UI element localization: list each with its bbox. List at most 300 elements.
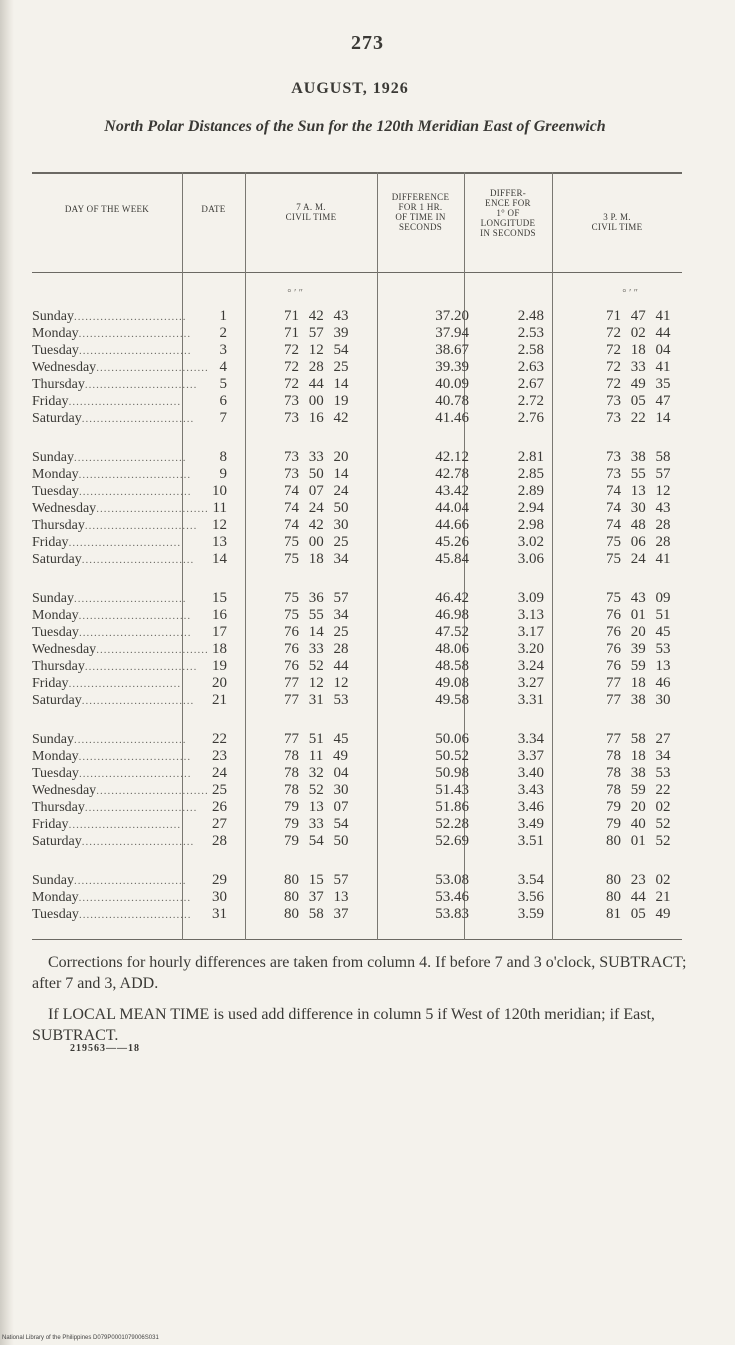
month-title: AUGUST, 1926 xyxy=(291,80,409,97)
cell-t7: 80 15 57 xyxy=(284,872,349,888)
header-diff-hour-l1: DIFFERENCE xyxy=(391,192,450,202)
units-7am: ° ′ ″ xyxy=(287,288,303,299)
leader-dots: .............................. xyxy=(68,396,182,408)
leader-dots: .............................. xyxy=(78,486,192,498)
header-diff-long-l3: 1° OF xyxy=(496,208,520,218)
cell-t7: 71 57 39 xyxy=(284,325,349,341)
leader-dots: .............................. xyxy=(96,785,209,797)
cell-t3: 72 49 35 xyxy=(606,376,671,392)
cell-t3: 80 44 21 xyxy=(606,889,671,905)
table-row xyxy=(32,449,682,466)
cell-d2: 2.67 xyxy=(517,376,544,392)
leader-dots: .............................. xyxy=(78,909,192,921)
leader-dots: .............................. xyxy=(96,362,209,374)
cell-d2: 2.53 xyxy=(517,325,544,341)
cell-t7: 77 51 45 xyxy=(284,731,349,747)
cell-t7: 76 52 44 xyxy=(284,658,349,674)
cell-t7: 80 37 13 xyxy=(284,889,349,905)
cell-t3: 75 43 09 xyxy=(606,590,671,606)
table-row xyxy=(32,466,682,483)
cell-d2: 3.54 xyxy=(517,872,544,888)
header-diff-long-l2: ENCE FOR xyxy=(485,198,531,208)
cell-date: 31 xyxy=(212,906,227,922)
cell-date: 12 xyxy=(212,517,227,533)
cell-date: 2 xyxy=(219,325,227,341)
cell-t3: 80 01 52 xyxy=(606,833,671,849)
table-row xyxy=(32,410,682,427)
leader-dots: .............................. xyxy=(68,819,182,831)
header-diff-hour-l2: FOR 1 HR. xyxy=(398,202,443,212)
table-row xyxy=(32,889,682,906)
cell-date: 23 xyxy=(212,748,227,764)
cell-t3: 73 38 58 xyxy=(606,449,671,465)
cell-d2: 3.40 xyxy=(517,765,544,781)
table-row xyxy=(32,906,682,923)
header-bottom-rule xyxy=(32,272,682,273)
leader-dots: .............................. xyxy=(78,469,192,481)
cell-t3: 75 24 41 xyxy=(606,551,671,567)
cell-t3: 80 23 02 xyxy=(606,872,671,888)
leader-dots: .............................. xyxy=(74,311,187,323)
day-name: Monday xyxy=(32,467,79,482)
leader-dots: .............................. xyxy=(96,644,209,656)
cell-d1: 53.83 xyxy=(435,906,469,922)
cell-date: 3 xyxy=(219,342,227,358)
header-7am-line2: CIVIL TIME xyxy=(285,212,337,222)
leader-dots: .............................. xyxy=(78,627,192,639)
cell-d2: 3.43 xyxy=(517,782,544,798)
table-row xyxy=(32,342,682,359)
cell-date: 26 xyxy=(212,799,227,815)
table-row xyxy=(32,483,682,500)
table-row xyxy=(32,675,682,692)
cell-date: 28 xyxy=(212,833,227,849)
cell-d1: 38.67 xyxy=(435,342,469,358)
header-diff-long-l1: DIFFER- xyxy=(489,188,527,198)
cell-day xyxy=(32,675,182,693)
cell-d2: 3.13 xyxy=(517,607,544,623)
page-spine-shadow xyxy=(0,0,14,1345)
cell-d2: 2.81 xyxy=(517,449,544,465)
day-name: Saturday xyxy=(32,411,82,426)
cell-t3: 72 18 04 xyxy=(606,342,671,358)
header-diff-hour-l3: OF TIME IN xyxy=(395,212,446,222)
table-row xyxy=(32,872,682,889)
leader-dots: .............................. xyxy=(84,661,198,673)
cell-t7: 74 07 24 xyxy=(284,483,349,499)
cell-t7: 77 31 53 xyxy=(284,692,349,708)
cell-d1: 50.98 xyxy=(435,765,469,781)
cell-d2: 3.02 xyxy=(517,534,544,550)
cell-date: 4 xyxy=(219,359,227,375)
table-row xyxy=(32,534,682,551)
cell-d1: 50.06 xyxy=(435,731,469,747)
cell-date: 8 xyxy=(219,449,227,465)
cell-t7: 75 55 34 xyxy=(284,607,349,623)
cell-t7: 72 28 25 xyxy=(284,359,349,375)
cell-t7: 73 16 42 xyxy=(284,410,349,426)
table-subtitle: North Polar Distances of the Sun for the 120th Meridian East of Greenwich xyxy=(104,118,606,135)
cell-t3: 73 55 57 xyxy=(606,466,671,482)
cell-d2: 3.49 xyxy=(517,816,544,832)
cell-d1: 45.84 xyxy=(435,551,469,567)
cell-day xyxy=(32,308,187,326)
day-name: Tuesday xyxy=(32,766,79,781)
day-name: Sunday xyxy=(32,591,74,606)
cell-date: 20 xyxy=(212,675,227,691)
cell-d2: 2.98 xyxy=(517,517,544,533)
table-row xyxy=(32,782,682,799)
cell-day xyxy=(32,624,192,642)
day-name: Thursday xyxy=(32,377,85,392)
cell-t3: 74 48 28 xyxy=(606,517,671,533)
table-row xyxy=(32,799,682,816)
cell-day xyxy=(32,449,187,467)
cell-date: 27 xyxy=(212,816,227,832)
cell-t3: 73 22 14 xyxy=(606,410,671,426)
cell-date: 16 xyxy=(212,607,227,623)
table-row xyxy=(32,551,682,568)
header-3pm xyxy=(552,212,682,232)
cell-t3: 72 33 41 xyxy=(606,359,671,375)
cell-d1: 47.52 xyxy=(435,624,469,640)
note-local-mean-time: If LOCAL MEAN TIME is used add difference in column 5 if West of 120th meridian; if East, SUBTRACT. xyxy=(32,1006,655,1044)
cell-t3: 73 05 47 xyxy=(606,393,671,409)
day-name: Thursday xyxy=(32,659,85,674)
cell-day xyxy=(32,342,192,360)
cell-d2: 3.56 xyxy=(517,889,544,905)
cell-day xyxy=(32,658,198,676)
cell-day xyxy=(32,833,195,851)
leader-dots: .............................. xyxy=(84,802,198,814)
cell-t7: 76 14 25 xyxy=(284,624,349,640)
header-3pm-line1: 3 P. M. xyxy=(603,212,631,222)
day-name: Wednesday xyxy=(32,642,97,657)
cell-d1: 48.58 xyxy=(435,658,469,674)
cell-t3: 71 47 41 xyxy=(606,308,671,324)
cell-t3: 81 05 49 xyxy=(606,906,671,922)
cell-d1: 51.86 xyxy=(435,799,469,815)
cell-date: 25 xyxy=(212,782,227,798)
cell-date: 13 xyxy=(212,534,227,550)
day-name: Friday xyxy=(32,676,69,691)
cell-t7: 78 11 49 xyxy=(284,748,348,764)
cell-d1: 44.04 xyxy=(435,500,469,516)
cell-t7: 74 24 50 xyxy=(284,500,349,516)
cell-date: 19 xyxy=(212,658,227,674)
day-name: Wednesday xyxy=(32,360,97,375)
cell-d2: 2.48 xyxy=(517,308,544,324)
cell-d2: 2.85 xyxy=(517,466,544,482)
leader-dots: .............................. xyxy=(74,734,187,746)
leader-dots: .............................. xyxy=(68,537,182,549)
day-name: Saturday xyxy=(32,834,82,849)
cell-date: 21 xyxy=(212,692,227,708)
cell-day xyxy=(32,799,198,817)
header-diff-longitude xyxy=(464,188,552,238)
leader-dots: .............................. xyxy=(78,751,192,763)
cell-t3: 76 59 13 xyxy=(606,658,671,674)
cell-t3: 78 59 22 xyxy=(606,782,671,798)
cell-day xyxy=(32,466,192,484)
cell-date: 22 xyxy=(212,731,227,747)
cell-d1: 52.28 xyxy=(435,816,469,832)
cell-d1: 49.08 xyxy=(435,675,469,691)
cell-t7: 76 33 28 xyxy=(284,641,349,657)
cell-t7: 71 42 43 xyxy=(284,308,349,324)
cell-date: 30 xyxy=(212,889,227,905)
leader-dots: .............................. xyxy=(96,503,209,515)
header-day: DAY OF THE WEEK xyxy=(64,204,150,214)
header-diff-long-l4: LONGITUDE xyxy=(480,218,536,228)
cell-d1: 41.46 xyxy=(435,410,469,426)
cell-date: 11 xyxy=(212,500,227,516)
table-row xyxy=(32,393,682,410)
leader-dots: .............................. xyxy=(84,379,198,391)
cell-t3: 76 39 53 xyxy=(606,641,671,657)
cell-d1: 51.43 xyxy=(435,782,469,798)
print-code: 219563——18 xyxy=(70,1043,140,1054)
cell-t3: 72 02 44 xyxy=(606,325,671,341)
cell-t3: 79 20 02 xyxy=(606,799,671,815)
cell-t7: 73 33 20 xyxy=(284,449,349,465)
leader-dots: .............................. xyxy=(84,520,198,532)
cell-d1: 40.78 xyxy=(435,393,469,409)
cell-d2: 3.24 xyxy=(517,658,544,674)
cell-t7: 72 12 54 xyxy=(284,342,349,358)
note-hourly-corrections: Corrections for hourly differences are taken from column 4. If before 7 and 3 o'clock, SUBTRACT; after 7 and 3, ADD. xyxy=(32,954,687,992)
table-row xyxy=(32,376,682,393)
units-3pm: ° ′ ″ xyxy=(622,288,638,299)
cell-t3: 76 20 45 xyxy=(606,624,671,640)
day-name: Monday xyxy=(32,608,79,623)
cell-t7: 79 33 54 xyxy=(284,816,349,832)
leader-dots: .............................. xyxy=(81,695,195,707)
day-name: Monday xyxy=(32,326,79,341)
cell-d2: 2.89 xyxy=(517,483,544,499)
cell-t7: 78 52 30 xyxy=(284,782,349,798)
leader-dots: .............................. xyxy=(81,413,195,425)
cell-d2: 3.34 xyxy=(517,731,544,747)
cell-d2: 3.37 xyxy=(517,748,544,764)
cell-t3: 76 01 51 xyxy=(606,607,671,623)
cell-d1: 52.69 xyxy=(435,833,469,849)
cell-d1: 37.20 xyxy=(435,308,469,324)
cell-day xyxy=(32,782,209,800)
table-bottom-rule xyxy=(32,939,682,940)
leader-dots: .............................. xyxy=(68,678,182,690)
cell-d1: 53.46 xyxy=(435,889,469,905)
cell-d2: 2.94 xyxy=(517,500,544,516)
cell-t7: 75 36 57 xyxy=(284,590,349,606)
leader-dots: .............................. xyxy=(81,836,195,848)
day-name: Wednesday xyxy=(32,783,97,798)
cell-t7: 73 50 14 xyxy=(284,466,349,482)
cell-t7: 77 12 12 xyxy=(284,675,349,691)
day-name: Monday xyxy=(32,890,79,905)
cell-day xyxy=(32,816,182,834)
cell-date: 7 xyxy=(219,410,227,426)
cell-day xyxy=(32,748,192,766)
footer-credit: National Library of the Philippines D079P0001079006S031 xyxy=(2,1335,159,1341)
day-name: Tuesday xyxy=(32,625,79,640)
cell-d1: 46.42 xyxy=(435,590,469,606)
cell-d2: 3.06 xyxy=(517,551,544,567)
cell-day xyxy=(32,590,187,608)
cell-d2: 2.63 xyxy=(517,359,544,375)
cell-t3: 77 18 46 xyxy=(606,675,671,691)
cell-date: 1 xyxy=(219,308,227,324)
day-name: Wednesday xyxy=(32,501,97,516)
day-name: Sunday xyxy=(32,732,74,747)
cell-d2: 2.58 xyxy=(517,342,544,358)
day-name: Tuesday xyxy=(32,484,79,499)
cell-day xyxy=(32,607,192,625)
cell-day xyxy=(32,517,198,535)
cell-day xyxy=(32,500,209,518)
table-row xyxy=(32,517,682,534)
cell-date: 18 xyxy=(212,641,227,657)
day-name: Saturday xyxy=(32,693,82,708)
cell-d1: 42.78 xyxy=(435,466,469,482)
table-row xyxy=(32,833,682,850)
header-date: DATE xyxy=(201,204,226,214)
table-row xyxy=(32,590,682,607)
leader-dots: .............................. xyxy=(74,593,187,605)
cell-day xyxy=(32,483,192,501)
cell-d1: 37.94 xyxy=(435,325,469,341)
leader-dots: .............................. xyxy=(78,328,192,340)
cell-day xyxy=(32,393,182,411)
day-name: Tuesday xyxy=(32,907,79,922)
day-name: Thursday xyxy=(32,518,85,533)
header-3pm-line2: CIVIL TIME xyxy=(591,222,643,232)
cell-t3: 78 38 53 xyxy=(606,765,671,781)
leader-dots: .............................. xyxy=(78,892,192,904)
cell-d1: 43.42 xyxy=(435,483,469,499)
cell-day xyxy=(32,325,192,343)
page-number: 273 xyxy=(351,32,384,54)
notes xyxy=(32,952,687,1056)
table-row xyxy=(32,692,682,709)
day-name: Thursday xyxy=(32,800,85,815)
cell-d2: 3.27 xyxy=(517,675,544,691)
cell-t3: 74 30 43 xyxy=(606,500,671,516)
cell-date: 10 xyxy=(212,483,227,499)
cell-day xyxy=(32,765,192,783)
polar-distance-table xyxy=(32,172,682,940)
table-row xyxy=(32,816,682,833)
header-diff-hour xyxy=(377,192,464,232)
cell-date: 6 xyxy=(219,393,227,409)
cell-day xyxy=(32,731,187,749)
cell-d2: 3.20 xyxy=(517,641,544,657)
cell-date: 9 xyxy=(219,466,227,482)
day-name: Friday xyxy=(32,394,69,409)
cell-d2: 3.09 xyxy=(517,590,544,606)
table-row xyxy=(32,765,682,782)
cell-date: 17 xyxy=(212,624,227,640)
cell-d2: 3.51 xyxy=(517,833,544,849)
day-name: Saturday xyxy=(32,552,82,567)
cell-date: 5 xyxy=(219,376,227,392)
cell-t3: 79 40 52 xyxy=(606,816,671,832)
header-diff-hour-l4: SECONDS xyxy=(398,222,443,232)
cell-t7: 75 18 34 xyxy=(284,551,349,567)
cell-t3: 74 13 12 xyxy=(606,483,671,499)
day-name: Sunday xyxy=(32,450,74,465)
cell-d1: 48.06 xyxy=(435,641,469,657)
table-row xyxy=(32,359,682,376)
cell-t7: 79 13 07 xyxy=(284,799,349,815)
day-name: Tuesday xyxy=(32,343,79,358)
cell-d1: 50.52 xyxy=(435,748,469,764)
cell-t7: 73 00 19 xyxy=(284,393,349,409)
table-row xyxy=(32,325,682,342)
leader-dots: .............................. xyxy=(74,452,187,464)
day-name: Sunday xyxy=(32,309,74,324)
leader-dots: .............................. xyxy=(81,554,195,566)
cell-day xyxy=(32,872,187,890)
cell-t7: 79 54 50 xyxy=(284,833,349,849)
cell-t7: 74 42 30 xyxy=(284,517,349,533)
cell-d2: 2.76 xyxy=(517,410,544,426)
cell-t3: 77 58 27 xyxy=(606,731,671,747)
table-row xyxy=(32,500,682,517)
table-row xyxy=(32,748,682,765)
cell-day xyxy=(32,889,192,907)
cell-d1: 39.39 xyxy=(435,359,469,375)
cell-d1: 40.09 xyxy=(435,376,469,392)
cell-d2: 3.31 xyxy=(517,692,544,708)
day-name: Monday xyxy=(32,749,79,764)
cell-d2: 3.59 xyxy=(517,906,544,922)
cell-day xyxy=(32,551,195,569)
leader-dots: .............................. xyxy=(78,768,192,780)
cell-d1: 46.98 xyxy=(435,607,469,623)
cell-t3: 78 18 34 xyxy=(606,748,671,764)
cell-t7: 80 58 37 xyxy=(284,906,349,922)
cell-d1: 49.58 xyxy=(435,692,469,708)
leader-dots: .............................. xyxy=(78,345,192,357)
cell-day xyxy=(32,534,182,552)
cell-d2: 3.17 xyxy=(517,624,544,640)
table-row xyxy=(32,658,682,675)
cell-t7: 78 32 04 xyxy=(284,765,349,781)
cell-day xyxy=(32,359,209,377)
cell-d2: 2.72 xyxy=(517,393,544,409)
table-top-rule xyxy=(32,172,682,174)
header-7am xyxy=(245,202,377,222)
table-row xyxy=(32,641,682,658)
cell-t3: 77 38 30 xyxy=(606,692,671,708)
cell-d1: 44.66 xyxy=(435,517,469,533)
table-row xyxy=(32,731,682,748)
cell-t7: 72 44 14 xyxy=(284,376,349,392)
table-row xyxy=(32,607,682,624)
cell-d1: 45.26 xyxy=(435,534,469,550)
table-row xyxy=(32,624,682,641)
cell-date: 24 xyxy=(212,765,227,781)
cell-t7: 75 00 25 xyxy=(284,534,349,550)
header-7am-line1: 7 A. M. xyxy=(296,202,326,212)
cell-day xyxy=(32,641,209,659)
day-name: Friday xyxy=(32,535,69,550)
leader-dots: .............................. xyxy=(74,875,187,887)
cell-day xyxy=(32,376,198,394)
cell-date: 29 xyxy=(212,872,227,888)
leader-dots: .............................. xyxy=(78,610,192,622)
